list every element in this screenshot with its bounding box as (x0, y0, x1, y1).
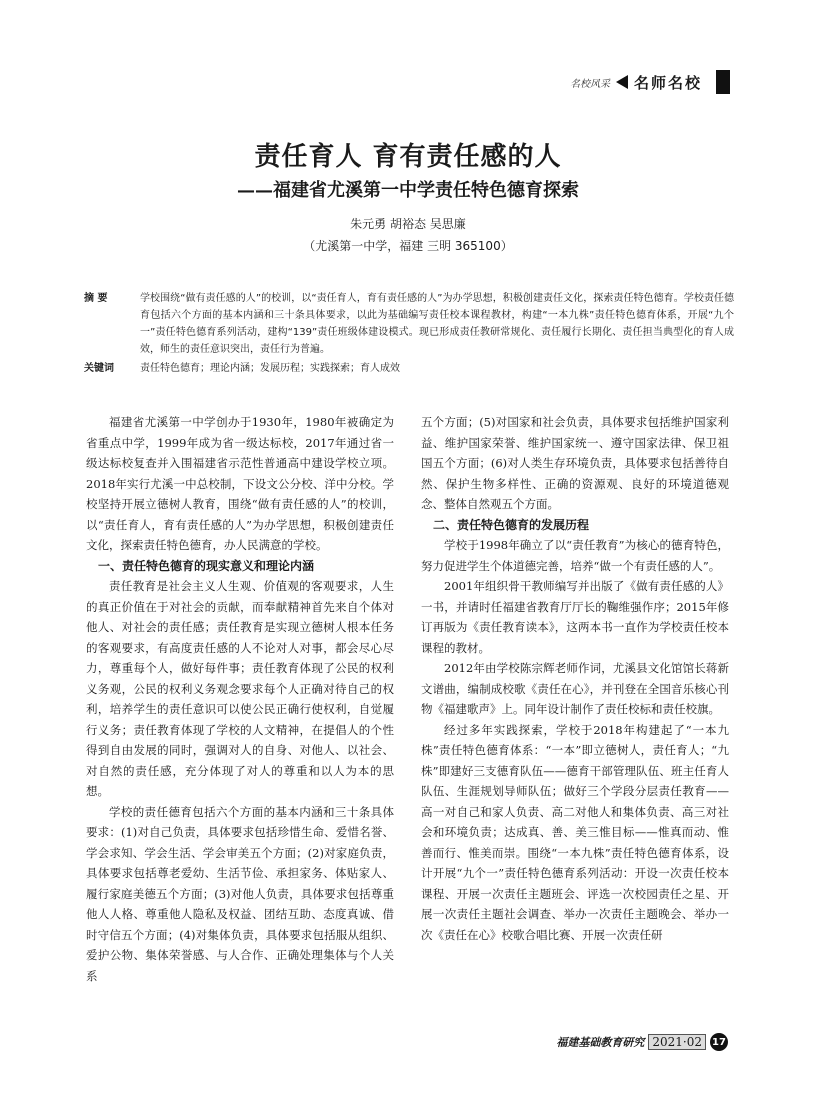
paragraph: 2012年由学校陈宗辉老师作词，尤溪县文化馆馆长蒋新文谱曲，编制成校歌《责任在心》，并刊登在全国音乐核心刊物《福建歌声》上。同年设计制作了责任校标和责任校旗。 (421, 661, 729, 716)
arrow-icon (616, 75, 628, 89)
section-small-label: 名校风采 (569, 78, 610, 90)
paragraph: 学校的责任德育包括六个方面的基本内涵和三十条具体要求：(1)对自己负责，具体要求包括珍惜生命、爱惜名誉、学会求知、学会生活、学会审美五个方面；(2)对家庭负责，具体要求包括尊老爱幼、生活节俭、承担家务、体贴家人、履行家庭美德五个方面；(3)对他人负责，具体要求包括尊重他人人格、尊重他人隐私及权益、团结互助、态度真诚、借时守信五个方面；(4)对集体负责，具体要求包括服从组织、爱护公物、集体荣誉感、与人合作、正确处理集体与个人关系 (86, 804, 394, 983)
left-column (86, 412, 394, 986)
keywords-text: 责任特色德育；理论内涵；发展历程；实践探索；育人成效 (140, 363, 400, 374)
section-big-label: 名师名校 (633, 73, 702, 92)
paragraph: 学校于1998年确立了以“责任教育”为核心的德育特色，努力促进学生个体道德完善，培养“做一个有责任感的人”。 (421, 538, 729, 573)
issue-number: 2021·02 (648, 1034, 706, 1050)
article-subtitle: ——福建省尤溪第一中学责任特色德育探索 (237, 180, 579, 201)
abstract-label: 摘 要 (84, 293, 108, 304)
paragraph: 五个方面；(5)对国家和社会负责，具体要求包括维护国家利益、维护国家荣誉、维护国家统一、遵守国家法律、保卫祖国五个方面；(6)对人类生存环境负责，具体要求包括善待自然、保护生物多样性、正确的资源观、良好的环境道德观念、整体自然观五个方面。 (421, 415, 729, 511)
article-title: 责任育人 育有责任感的人 (254, 142, 562, 172)
keywords-label: 关键词 (84, 363, 114, 374)
authors: 朱元勇 胡裕态 吴思廉 (350, 217, 466, 231)
page-number: 17 (710, 1033, 728, 1051)
paragraph: 经过多年实践探索，学校于2018年构建起了“一本九株”责任特色德育体系：“一本”即立德树人，责任育人；“九株”即建好三支德育队伍——德育干部管理队伍、班主任育人队伍、生涯规划导师队伍；做好三个学段分层责任教育——高一对自己和家人负责、高二对他人和集体负责、高三对社会和环境负责；达成真、善、美三惟目标——惟真而动、惟善而行、惟美而崇。围绕“一本九株”责任特色德育体系，设计开展“九个一”责任特色德育系列活动：开设一次责任校本课程、开展一次责任主题班会、评选一次校园责任之星、开展一次责任主题社会调查、举办一次责任主题晚会、举办一次《责任在心》校歌合唱比赛、开展一次责任研 (421, 722, 729, 942)
right-column (421, 412, 729, 945)
abstract-text: 学校围绕“做有责任感的人”的校训，以“责任育人，育有责任感的人”为办学思想，积极创建责任文化，探索责任特色德育。学校责任德育包括六个方面的基本内涵和三十条具体要求，以此为基础编写责任校本课程教材，构建“一本九株”责任特色德育体系，开展“九个一”责任特色德育系列活动，建构“139”责任班级体建设模式。现已形成责任教研常规化、责任履行长期化、责任担当典型化的育人成效，师生的责任意识突出，责任行为普遍。 (140, 293, 734, 355)
section-heading: 一、责任特色德育的现实意义和理论内涵 (98, 558, 315, 573)
paragraph: 责任教育是社会主义人生观、价值观的客观要求，人生的真正价值在于对社会的贡献，而奉献精神首先来自个体对他人、对社会的责任感；责任教育是实现立德树人根本任务的客观要求，有高度责任感的人不论对人对事，都会尽心尽力，尊重每个人，做好每件事；责任教育体现了公民的权利义务观，公民的权利义务观念要求每个人正确对待自己的权利，培养学生的责任意识可以使公民正确行使权利，自觉履行义务；责任教育体现了学校的人文精神，在提倡人的个性得到自由发展的同时，强调对人的自身、对他人、以社会、对自然的责任感，充分体现了对人的尊重和以人为本的思想。 (86, 579, 394, 798)
abstract-block (84, 290, 734, 377)
paragraph: 2001年组织骨干教师编写并出版了《做有责任感的人》一书，并请时任福建省教育厅厅长的鞠维强作序；2015年修订再版为《责任教育读本》，这两本书一直作为学校责任校本课程的教材。 (421, 579, 729, 655)
paragraph: 福建省尤溪第一中学创办于1930年，1980年被确定为省重点中学，1999年成为省一级达标校，2017年通过省一级达标校复查并入围福建省示范性普通高中建设学校立项。2018年实行尤溪一中总校制，下设文公分校、洋中分校。学校坚持开展立德树人教育，围绕“做有责任感的人”的校训，以“责任育人，育有责任感的人”为办学思想，积极创建责任文化，探索责任特色德育，办人民满意的学校。 (86, 415, 394, 552)
page-footer (556, 1033, 728, 1051)
affiliation: （尤溪第一中学，福建 三明 365100） (303, 239, 513, 253)
journal-name: 福建基础教育研究 (556, 1036, 645, 1049)
section-block-mark (716, 70, 730, 94)
section-header (570, 70, 730, 94)
section-heading: 二、责任特色德育的发展历程 (433, 517, 590, 532)
